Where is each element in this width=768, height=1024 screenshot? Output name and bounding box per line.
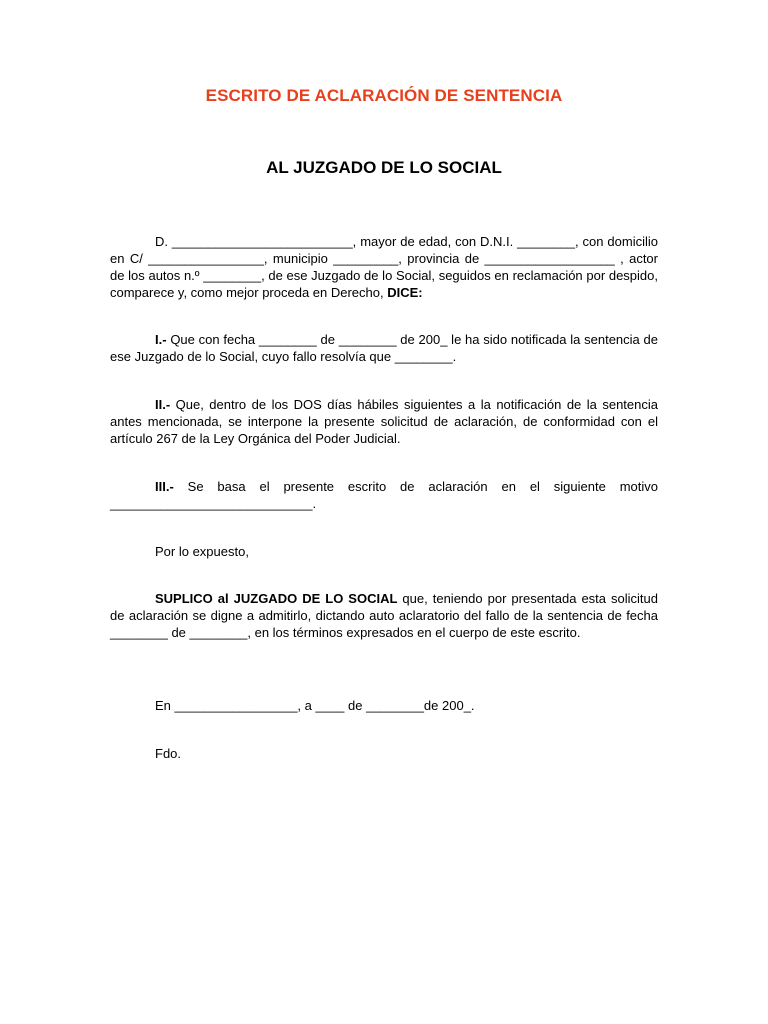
point-three-text: Se basa el presente escrito de aclaración en el siguiente motivo ____________________________.: [110, 479, 658, 511]
document-title: ESCRITO DE ACLARACIÓN DE SENTENCIA: [205, 86, 563, 105]
suplico-text: que, teniendo por presentada esta solicitud de aclaración se digne a admitirlo, dictando auto aclaratorio del fallo de la sentencia de fecha ________ de ________, en los términos expresados en el cuerpo de este escrito.: [110, 591, 658, 640]
point-one-text: Que con fecha ________ de ________ de 200_ le ha sido notificada la sentencia de ese Juzgado de lo Social, cuyo fallo resolvía que ________.: [110, 332, 658, 364]
point-one-paragraph: [110, 331, 658, 365]
intro-paragraph: [110, 233, 658, 301]
signature-line: Fdo.: [155, 746, 182, 761]
por-lo-expuesto-paragraph: Por lo expuesto,: [155, 544, 249, 559]
addressee-heading: AL JUZGADO DE LO SOCIAL: [266, 158, 502, 177]
suplico-label: SUPLICO al JUZGADO DE LO SOCIAL: [155, 591, 398, 606]
point-two-paragraph: [110, 396, 658, 447]
point-three-label: III.-: [155, 479, 174, 494]
point-three-paragraph: [110, 478, 658, 512]
intro-dice-label: DICE:: [387, 285, 423, 300]
point-two-label: II.-: [155, 397, 171, 412]
suplico-paragraph: [110, 590, 658, 641]
point-two-text: Que, dentro de los DOS días hábiles siguientes a la notificación de la sentencia antes mencionada, se interpone la presente solicitud de aclaración, de conformidad con el artículo 267 de la Ley Orgánica del Poder Judicial.: [110, 397, 658, 446]
intro-text: D. _________________________, mayor de edad, con D.N.I. ________, con domicilio en C/ ________________, municipio _________, provincia de __________________ , actor de los autos n.º ________, de ese Juzgado de lo Social, seguidos en reclamación por despido, comparece y, como mejor proceda en Derecho,: [110, 234, 658, 300]
point-one-label: I.-: [155, 332, 167, 347]
place-date-line: En _________________, a ____ de ________de 200_.: [155, 698, 475, 713]
